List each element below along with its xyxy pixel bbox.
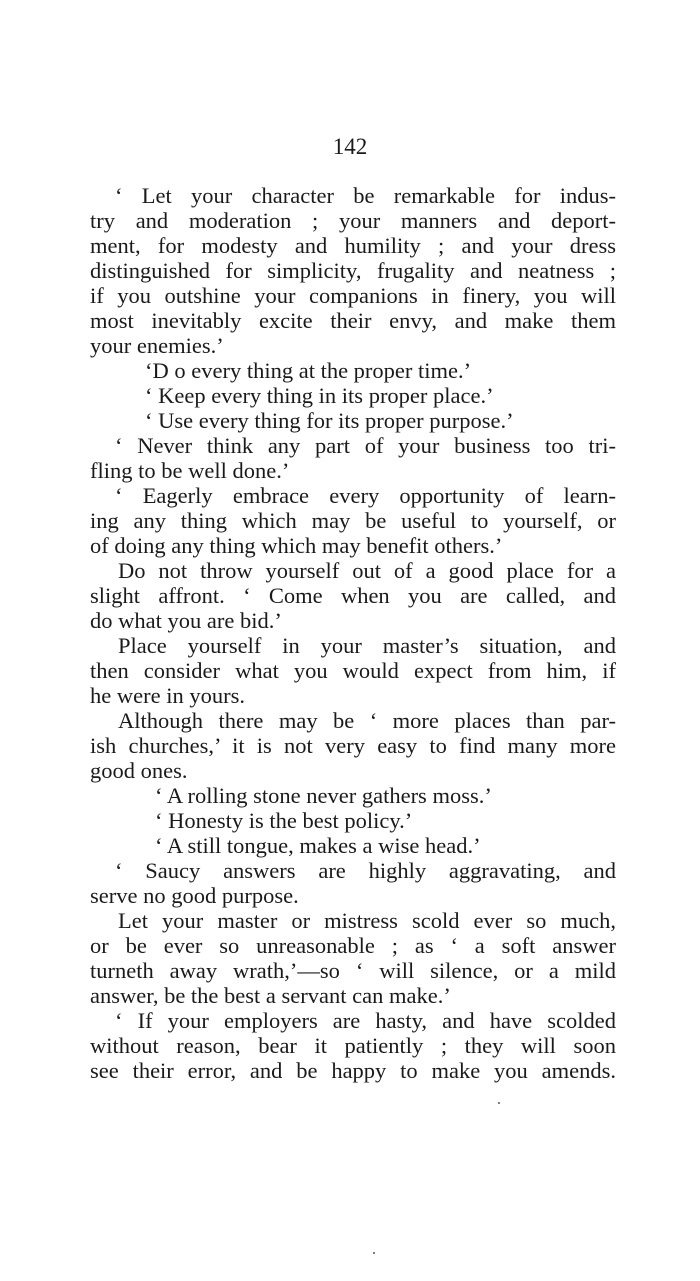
text-line: ‘ Keep every thing in its proper place.’ <box>145 383 494 408</box>
text-line: ‘ Use every thing for its proper purpose.’ <box>145 408 514 433</box>
text-line: see their error, and be happy to make you amends. <box>90 1058 616 1083</box>
page-number: 142 <box>332 134 368 159</box>
text-line: if you outshine your companions in finery, you will <box>90 283 616 308</box>
text-line: Do not throw yourself out of a good place for a <box>118 558 616 583</box>
print-speck <box>498 1102 500 1104</box>
text-line: your enemies.’ <box>90 333 224 358</box>
text-line: without reason, bear it patiently ; they will soon <box>90 1033 616 1058</box>
text-line: or be ever so unreasonable ; as ‘ a soft answer <box>90 933 616 958</box>
text-line: Place yourself in your master’s situation, and <box>118 633 616 658</box>
text-line: ‘ Honesty is the best policy.’ <box>155 808 413 833</box>
text-line: ish churches,’ it is not very easy to find many more <box>90 733 616 758</box>
text-line: ‘ Eagerly embrace every opportunity of learn- <box>115 483 616 508</box>
text-line: Although there may be ‘ more places than par- <box>118 708 616 733</box>
text-line: fling to be well done.’ <box>90 458 290 483</box>
text-line: ment, for modesty and humility ; and your dress <box>90 233 616 258</box>
text-line: ing any thing which may be useful to yourself, or <box>90 508 616 533</box>
print-speck <box>373 1252 375 1254</box>
text-line: then consider what you would expect from him, if <box>90 658 616 683</box>
text-line: of doing any thing which may benefit others.’ <box>90 533 503 558</box>
text-line: good ones. <box>90 758 188 783</box>
text-line: turneth away wrath,’—so ‘ will silence, or a mild <box>90 958 616 983</box>
text-line: ‘ Let your character be remarkable for indus- <box>115 183 616 208</box>
text-line: do what you are bid.’ <box>90 608 282 633</box>
text-line: ‘ A still tongue, makes a wise head.’ <box>155 833 481 858</box>
text-line: answer, be the best a servant can make.’ <box>90 983 451 1008</box>
text-line: he were in yours. <box>90 683 245 708</box>
text-line: most inevitably excite their envy, and make them <box>90 308 616 333</box>
text-line: ‘ If your employers are hasty, and have scolded <box>115 1008 616 1033</box>
text-line: Let your master or mistress scold ever so much, <box>118 908 616 933</box>
text-line: distinguished for simplicity, frugality and neatness ; <box>90 258 616 283</box>
text-line: ‘ Never think any part of your business too tri- <box>115 433 616 458</box>
text-line: try and moderation ; your manners and deport- <box>90 208 616 233</box>
text-line: ‘ Saucy answers are highly aggravating, and <box>115 858 616 883</box>
text-line: ‘ A rolling stone never gathers moss.’ <box>155 783 492 808</box>
text-line: serve no good purpose. <box>90 883 299 908</box>
text-line: slight affront. ‘ Come when you are called, and <box>90 583 616 608</box>
text-line: ‘D o every thing at the proper time.’ <box>145 358 472 383</box>
